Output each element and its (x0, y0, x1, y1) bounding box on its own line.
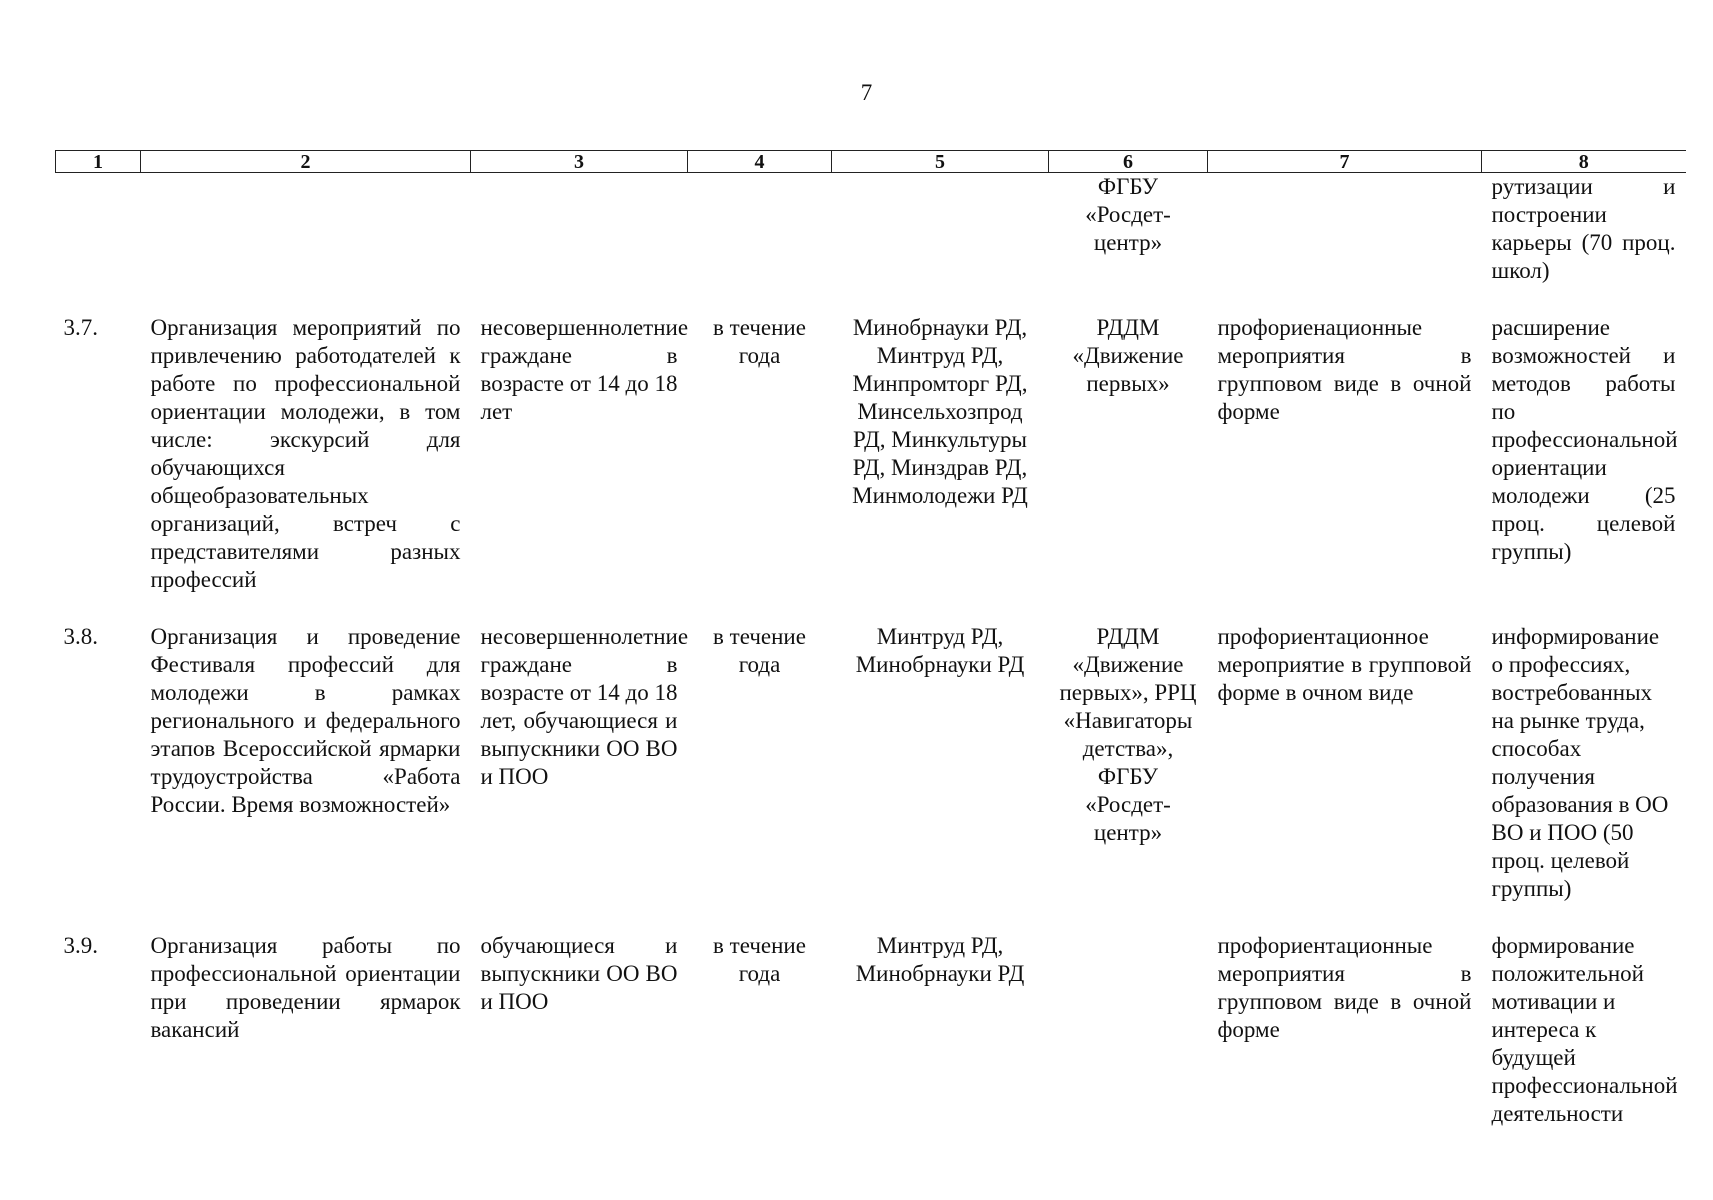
table-row (56, 903, 1686, 1128)
continuation-row (56, 173, 1686, 286)
column-number-1: 1 (56, 151, 141, 173)
responsible: Минтруд РД, Минобрнауки РД (855, 624, 1025, 677)
table-row (56, 285, 1686, 594)
format: профориентационные мероприятия в групповом виде в очной форме (1217, 933, 1472, 1042)
row-number: 3.7. (63, 315, 98, 340)
plan-table (55, 150, 1686, 1128)
term: в течение года (713, 624, 806, 677)
column-number-8: 8 (1482, 151, 1686, 173)
format: профориенационные мероприятия в групповом виде в очной форме (1217, 315, 1472, 424)
responsible: Минтруд РД, Минобрнауки РД (855, 933, 1025, 986)
column-number-5: 5 (832, 151, 1049, 173)
page-number: 7 (860, 80, 873, 105)
result: формирование положительной мотивации и интереса к будущей профессиональной деятельности (1491, 933, 1678, 1126)
row-number: 3.8. (63, 624, 98, 649)
column-number-header (56, 151, 1686, 173)
row-number: 3.9. (63, 933, 98, 958)
event-name: Организация работы по профессиональной ориентации при проведении ярмарок вакансий (150, 933, 461, 1042)
event-name: Организация и проведение Фестиваля профессий для молодежи в рамках регионального и федерального этапов Всероссийской ярмарки трудоустройства «Работа России. Время возможностей» (150, 624, 461, 817)
column-number-3: 3 (471, 151, 688, 173)
continuation-partners: ФГБУ «Росдет-центр» (1085, 174, 1171, 255)
column-number-2: 2 (141, 151, 471, 173)
table-row (56, 594, 1686, 903)
column-number-7: 7 (1208, 151, 1482, 173)
responsible: Минобрнауки РД, Минтруд РД, Минпромторг РД, Минсельхозпрод РД, Минкультуры РД, Минздрав РД, Минмолодежи РД (852, 315, 1028, 508)
participants: несовершеннолетние граждане в возрасте от 14 до 18 лет, обучающиеся и выпускники ОО ВО и ПОО (480, 624, 689, 789)
participants: несовершеннолетние граждане в возрасте от 14 до 18 лет (480, 315, 689, 424)
term: в течение года (713, 315, 806, 368)
event-name: Организация мероприятий по привлечению работодателей к работе по профессиональной ориентации молодежи, в том числе: экскурсий для обучающихся общеобразовательных организаций, встреч с представителями разных профессий (150, 315, 461, 592)
partners: РДДМ «Движение первых», РРЦ «Навигаторы детства», ФГБУ «Росдет-центр» (1059, 624, 1197, 845)
format: профориентационное мероприятие в групповой форме в очном виде (1217, 624, 1472, 705)
continuation-result: рутизации и построении карьеры (70 проц. школ) (1491, 174, 1676, 283)
partners: РДДМ «Движение первых» (1072, 315, 1184, 396)
participants: обучающиеся и выпускники ОО ВО и ПОО (480, 933, 678, 1014)
term: в течение года (713, 933, 806, 986)
result: расширение возможностей и методов работы по профессиональной ориентации молодежи (25 проц. целевой группы) (1491, 315, 1678, 564)
column-number-6: 6 (1049, 151, 1208, 173)
partners (1049, 903, 1208, 1128)
column-number-4: 4 (688, 151, 832, 173)
result: информирование о профессиях, востребованных на рынке труда, способах получения образования в ОО ВО и ПОО (50 проц. целевой группы) (1491, 624, 1669, 901)
